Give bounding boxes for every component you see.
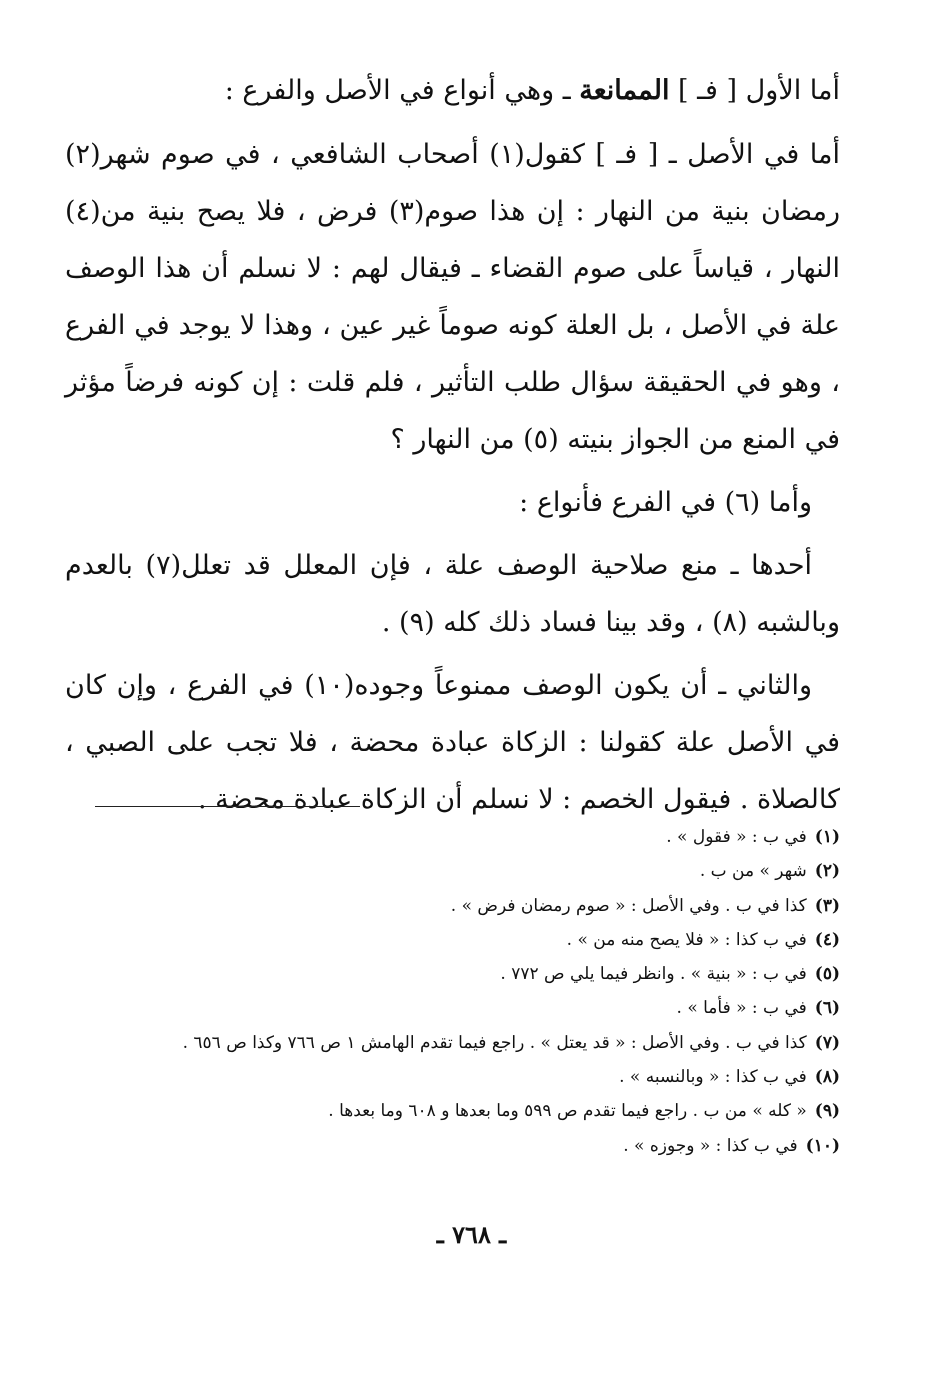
footnote-number: (٨) bbox=[814, 1067, 840, 1088]
footnote-text: في ب : « فأما » . bbox=[676, 998, 807, 1019]
footnote-number: (٤) bbox=[814, 929, 840, 950]
footnote-text: في ب كذا : « وبالنسبه » . bbox=[619, 1067, 807, 1088]
paragraph-first-type: أحدها ـ منع صلاحية الوصف علة ، فإن المعلل قد تعلل(٧) بالعدم وبالشبه (٨) ، وقد بينا فساد ذلك كله (٩) . bbox=[65, 550, 840, 638]
footnote bbox=[95, 1129, 840, 1163]
footnote bbox=[95, 889, 840, 923]
footnote bbox=[95, 1094, 840, 1128]
footnote-number: (١) bbox=[814, 827, 840, 847]
footnote-text: شهر » من ب . bbox=[699, 861, 807, 882]
footnote bbox=[95, 820, 840, 854]
footnote-text: كذا في ب . وفي الأصل : « قد يعتل » . راجع فيما تقدم الهامش ١ ص ٧٦٦ وكذا ص ٦٥٦ . bbox=[182, 1032, 807, 1053]
heading-part-1: أما الأول [ فـ ] bbox=[669, 75, 840, 106]
footnote-number: (٥) bbox=[814, 964, 840, 985]
footnote bbox=[95, 1026, 840, 1060]
main-text bbox=[65, 66, 840, 834]
paragraph-asl: أما في الأصل ـ [ فـ ] كقول(١) أصحاب الشافعي ، في صوم شهر(٢) رمضان بنية من النهار : إن هذا صوم(٣) فرض ، فلا يصح بنية من(٤) النهار ، قياساً على صوم القضاء ـ فيقال لهم : لا نسلم أن هذا الوصف علة في الأصل ، بل العلة كونه صوماً غير عين ، وهذا لا يوجد في الفرع ، وهو في الحقيقة سؤال طلب التأثير ، فلم قلت : إن كونه فرضاً مؤثر في المنع من الجواز بنيته (٥) من النهار ؟ bbox=[65, 139, 840, 455]
footnotes bbox=[95, 820, 840, 1163]
footnote-text: في ب : « فقول » . bbox=[666, 827, 807, 847]
heading-part-2: ـ وهي أنواع في الأصل والفرع : bbox=[224, 75, 580, 106]
section-heading bbox=[65, 66, 840, 116]
footnote-text: في ب كذا : « فلا يصح منه من » . bbox=[566, 929, 807, 950]
footnote-number: (٦) bbox=[814, 998, 840, 1019]
page-number: ـ ٧٦٨ ـ bbox=[436, 1220, 507, 1249]
footnote-number: (٢) bbox=[814, 861, 840, 882]
footnote-number: (١٠) bbox=[805, 1135, 840, 1156]
footnote-number: (٩) bbox=[814, 1101, 840, 1122]
footnote-text: في ب كذا : « وجوزه » . bbox=[623, 1135, 798, 1156]
footnote-text: كذا في ب . وفي الأصل : « صوم رمضان فرض » . bbox=[450, 895, 807, 916]
paragraph-far: وأما (٦) في الفرع فأنواع : bbox=[519, 487, 812, 518]
footnote bbox=[95, 923, 840, 957]
footnote-separator bbox=[95, 806, 360, 807]
footnote-text: « كله » من ب . راجع فيما تقدم ص ٥٩٩ وما بعدها و ٦٠٨ وما بعدها . bbox=[328, 1101, 807, 1122]
footnote bbox=[95, 854, 840, 888]
paragraph-second-type: والثاني ـ أن يكون الوصف ممنوعاً وجوده(١٠) في الفرع ، وإن كان في الأصل علة كقولنا : الزكاة عبادة محضة ، فلا تجب على الصبي ، كالصلاة . فيقول الخصم : لا نسلم أن الزكاة عبادة محضة . bbox=[65, 670, 840, 815]
footnote bbox=[95, 1060, 840, 1094]
footnote-number: (٣) bbox=[814, 895, 840, 916]
footnote-text: في ب : « بنية » . وانظر فيما يلي ص ٧٧٢ . bbox=[500, 964, 807, 985]
footnote bbox=[95, 991, 840, 1025]
footnote-number: (٧) bbox=[814, 1032, 840, 1053]
footnote bbox=[95, 957, 840, 991]
heading-keyword: الممانعة bbox=[579, 75, 670, 106]
